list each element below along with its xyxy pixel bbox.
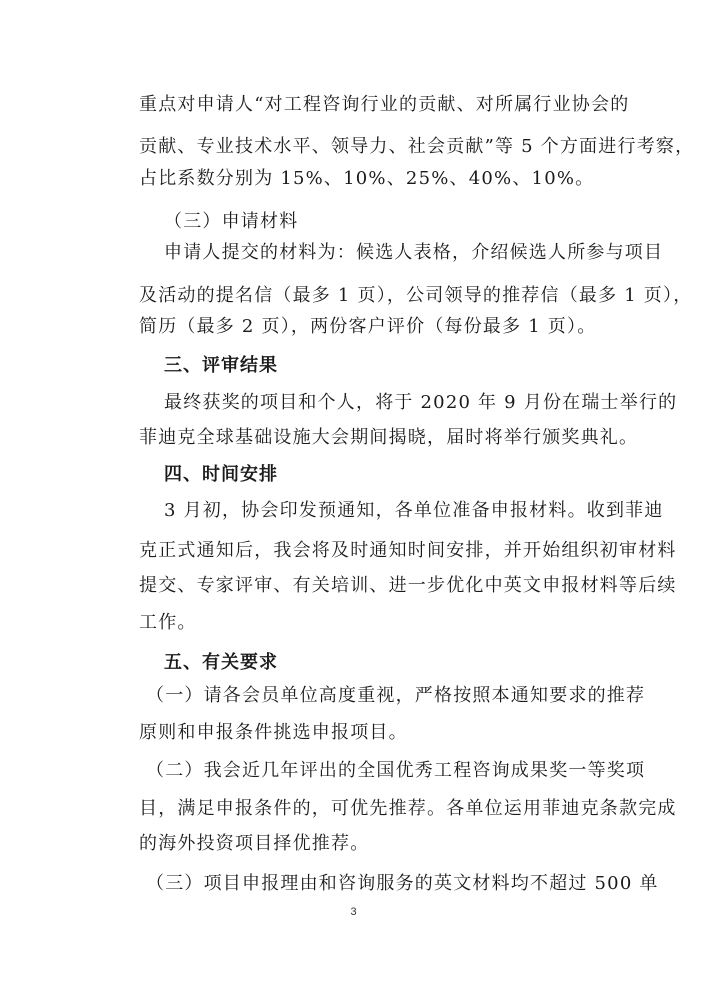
- paragraph-schedule-line-1: 3 月初，协会印发预通知，各单位准备申报材料。收到菲迪: [164, 500, 664, 521]
- paragraph-evaluation-line-2: 贡献、专业技术水平、领导力、社会贡献”等 5 个方面进行考察，: [139, 136, 695, 157]
- paragraph-requirement-1-line-2: 原则和申报条件挑选申报项目。: [139, 722, 408, 743]
- section-heading-schedule: 四、时间安排: [164, 464, 278, 485]
- section-heading-requirements: 五、有关要求: [164, 652, 278, 673]
- page-number: 3: [350, 906, 357, 918]
- paragraph-requirement-2-line-1: （二）我会近几年评出的全国优秀工程咨询成果奖一等奖项: [146, 760, 646, 781]
- paragraph-requirement-2-line-3: 的海外投资项目择优推荐。: [139, 833, 370, 854]
- paragraph-schedule-line-2: 克正式通知后，我会将及时通知时间安排，并开始组织初审材料: [139, 540, 677, 561]
- paragraph-materials-line-2: 及活动的提名信（最多 1 页），公司领导的推荐信（最多 1 页），: [139, 285, 693, 306]
- paragraph-requirement-3-line-1: （三）项目申报理由和咨询服务的英文材料均不超过 500 单: [146, 873, 659, 894]
- paragraph-results-line-2: 菲迪克全球基础设施大会期间揭晓，届时将举行颁奖典礼。: [139, 427, 639, 448]
- subheading-application-materials: （三）申请材料: [164, 211, 299, 232]
- paragraph-schedule-line-4: 工作。: [139, 612, 197, 633]
- section-heading-review-results: 三、评审结果: [164, 355, 278, 376]
- paragraph-materials-line-3: 简历（最多 2 页），两份客户评价（每份最多 1 页）。: [139, 316, 597, 337]
- paragraph-schedule-line-3: 提交、专家评审、有关培训、进一步优化中英文申报材料等后续: [139, 575, 677, 596]
- paragraph-materials-line-1: 申请人提交的材料为：候选人表格，介绍候选人所参与项目: [164, 242, 664, 263]
- paragraph-requirement-2-line-2: 目，满足申报条件的，可优先推荐。各单位运用菲迪克条款完成: [139, 798, 677, 819]
- paragraph-evaluation-line-3: 占比系数分别为 15%、10%、25%、40%、10%。: [139, 168, 595, 189]
- paragraph-results-line-1: 最终获奖的项目和个人，将于 2020 年 9 月份在瑞士举行的: [164, 392, 678, 413]
- paragraph-requirement-1-line-1: （一）请各会员单位高度重视，严格按照本通知要求的推荐: [146, 685, 646, 706]
- paragraph-evaluation-line-1: 重点对申请人“对工程咨询行业的贡献、对所属行业协会的: [139, 94, 630, 115]
